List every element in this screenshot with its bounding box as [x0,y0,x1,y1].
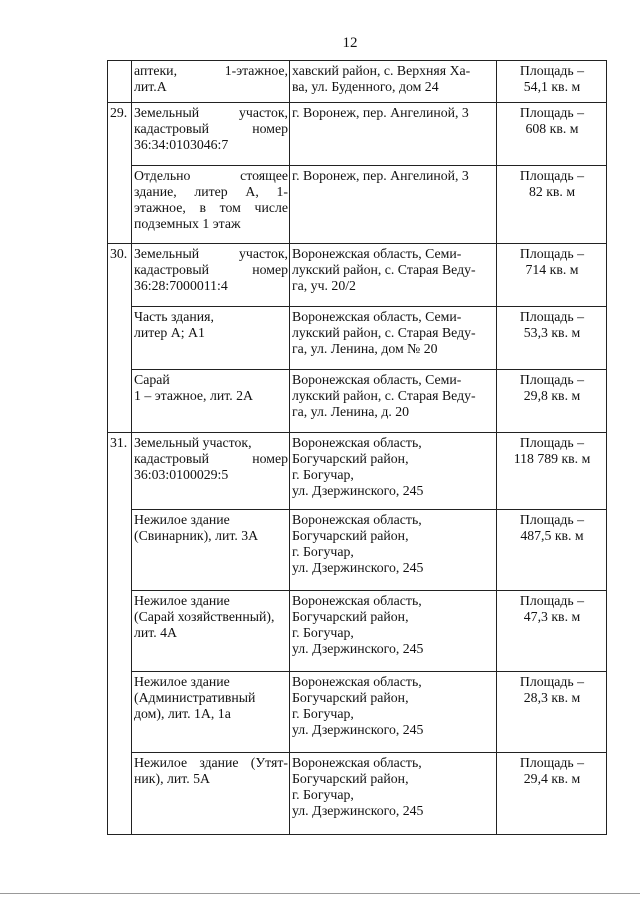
address-cell [290,591,497,672]
area-line: Площадь – [519,63,585,78]
address-line: ул. Дзержинского, 245 [292,641,424,656]
address-line: Воронежская область, Семи- [292,246,462,261]
area-line: Площадь – [519,372,585,387]
object-description-line: (Сарай хозяйственный), [134,609,275,624]
address-line: Богучарский район, [292,451,409,466]
object-description-line: Нежилое здание (Утят- [134,755,288,770]
object-description-cell [132,61,290,103]
address-line: г. Богучар, [292,467,354,482]
address-line: Воронежская область, [292,435,422,450]
area-cell [497,61,607,103]
object-description-line: Нежилое здание [134,674,230,689]
area-cell [497,672,607,753]
object-description-line: кадастровый номер [134,262,288,277]
address-line: га, ул. Ленина, д. 20 [292,404,410,419]
area-cell [497,370,607,433]
object-description-cell [132,672,290,753]
table-row [108,103,607,166]
table-row [108,370,607,433]
object-description-line: (Свинарник), лит. 3А [134,528,259,543]
area-line: Площадь – [519,105,585,120]
object-description-line: аптеки, 1-этажное, [134,63,288,78]
object-description-line: литер А; А1 [134,325,205,340]
area-line: Площадь – [519,755,585,770]
area-line: 29,8 кв. м [523,388,581,403]
address-line: г. Воронеж, пер. Ангелиной, 3 [292,168,469,183]
area-line: 29,4 кв. м [523,771,581,786]
row-number-cell [108,103,132,244]
row-number-cell [108,433,132,835]
object-description-line: кадастровый номер [134,451,288,466]
table-row [108,244,607,307]
address-line: Воронежская область, [292,593,422,608]
object-description-line: лит. 4А [134,625,178,640]
table-row [108,166,607,244]
property-table [107,60,607,835]
area-cell [497,753,607,835]
object-description-cell [132,370,290,433]
address-line: ул. Дзержинского, 245 [292,560,424,575]
address-cell [290,61,497,103]
page-number: 12 [342,35,358,51]
area-line: 82 кв. м [528,184,576,199]
address-line: лукский район, с. Старая Веду- [292,388,476,403]
address-line: ул. Дзержинского, 245 [292,483,424,498]
area-line: Площадь – [519,168,585,183]
area-cell [497,307,607,370]
area-line: Площадь – [519,435,585,450]
object-description-cell [132,307,290,370]
address-line: лукский район, с. Старая Веду- [292,325,476,340]
area-line: Площадь – [519,593,585,608]
object-description-line: здание, литер А, 1- [134,184,288,199]
area-line: Площадь – [519,309,585,324]
address-cell [290,672,497,753]
address-cell [290,244,497,307]
area-line: 714 кв. м [525,262,579,277]
address-line: Богучарский район, [292,771,409,786]
address-cell [290,307,497,370]
area-cell [497,103,607,166]
object-description-line: Земельный участок, [134,105,288,120]
address-line: ул. Дзержинского, 245 [292,803,424,818]
area-line: 118 789 кв. м [513,451,591,466]
address-line: лукский район, с. Старая Веду- [292,262,476,277]
object-description-cell [132,510,290,591]
page-bottom-edge [0,893,640,894]
table-row [108,753,607,835]
area-cell [497,244,607,307]
row-number: 29. [110,105,128,120]
area-line: 53,3 кв. м [523,325,581,340]
address-cell [290,753,497,835]
object-description-line: лит.А [134,79,167,94]
object-description-line: 1 – этажное, лит. 2А [134,388,253,403]
area-line: Площадь – [519,246,585,261]
area-cell [497,510,607,591]
address-line: Богучарский район, [292,690,409,705]
address-line: Богучарский район, [292,528,409,543]
address-line: г. Воронеж, пер. Ангелиной, 3 [292,105,469,120]
address-cell [290,370,497,433]
address-cell [290,510,497,591]
area-line: Площадь – [519,674,585,689]
area-line: 28,3 кв. м [523,690,581,705]
object-description-line: 36:34:0103046:7 [134,137,229,152]
address-line: хавский район, с. Верхняя Ха- [292,63,471,78]
address-cell [290,103,497,166]
address-line: г. Богучар, [292,787,354,802]
area-cell [497,166,607,244]
object-description-line: 36:03:0100029:5 [134,467,229,482]
object-description-cell [132,166,290,244]
table-row [108,61,607,103]
address-line: г. Богучар, [292,706,354,721]
row-number-cell [108,244,132,433]
table-row [108,510,607,591]
object-description-line: Сарай [134,372,170,387]
object-description-line: дом), лит. 1А, 1а [134,706,231,721]
row-number: 31. [110,435,128,450]
address-line: Воронежская область, Семи- [292,372,462,387]
row-number-cell [108,61,132,103]
object-description-cell [132,433,290,510]
object-description-line: ник), лит. 5А [134,771,210,786]
object-description-line: Часть здания, [134,309,214,324]
area-line: 487,5 кв. м [520,528,584,543]
table-row [108,591,607,672]
table-row [108,307,607,370]
object-description-line: этажное, в том числе [134,200,288,215]
object-description-line: кадастровый номер [134,121,288,136]
address-line: Воронежская область, [292,674,422,689]
object-description-line: Нежилое здание [134,512,230,527]
address-line: Воронежская область, [292,755,422,770]
address-line: га, уч. 20/2 [292,278,356,293]
object-description-line: 36:28:7000011:4 [134,278,228,293]
address-cell [290,433,497,510]
address-line: г. Богучар, [292,544,354,559]
object-description-line: Земельный участок, [134,246,288,261]
object-description-cell [132,103,290,166]
area-line: Площадь – [519,512,585,527]
table-row [108,672,607,753]
area-line: 47,3 кв. м [523,609,581,624]
address-line: ва, ул. Буденного, дом 24 [292,79,439,94]
area-line: 54,1 кв. м [523,79,581,94]
table-row [108,433,607,510]
address-cell [290,166,497,244]
area-cell [497,433,607,510]
object-description-cell [132,753,290,835]
address-line: г. Богучар, [292,625,354,640]
object-description-line: Нежилое здание [134,593,230,608]
area-cell [497,591,607,672]
object-description-line: подземных 1 этаж [134,216,241,231]
object-description-line: Отдельно стоящее [134,168,288,183]
area-line: 608 кв. м [525,121,579,136]
object-description-line: (Административный [134,690,256,705]
address-line: Воронежская область, Семи- [292,309,462,324]
address-line: Богучарский район, [292,609,409,624]
address-line: ул. Дзержинского, 245 [292,722,424,737]
object-description-cell [132,244,290,307]
object-description-cell [132,591,290,672]
address-line: га, ул. Ленина, дом № 20 [292,341,438,356]
object-description-line: Земельный участок, [134,435,252,450]
row-number: 30. [110,246,128,261]
address-line: Воронежская область, [292,512,422,527]
